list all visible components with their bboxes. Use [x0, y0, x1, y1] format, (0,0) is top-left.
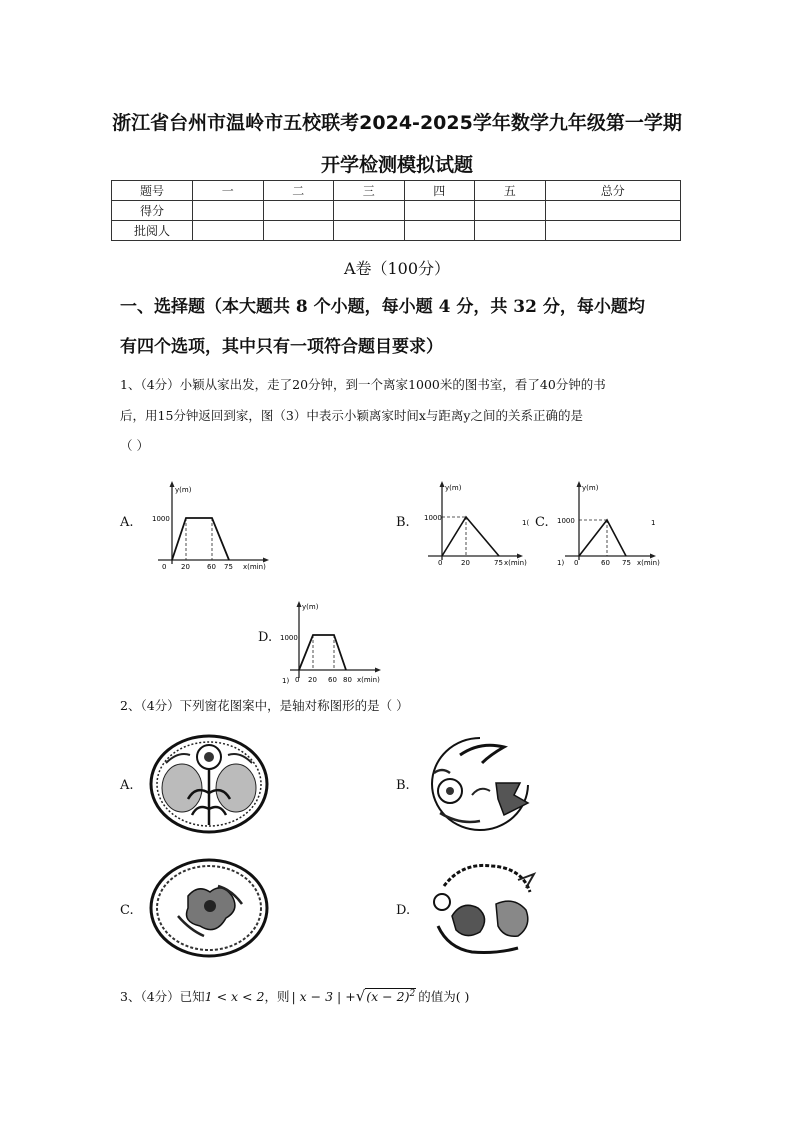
paper-cut-d-image — [422, 856, 546, 962]
paper-cut-a-image — [148, 733, 270, 835]
option-b-label[interactable]: B. — [396, 778, 410, 793]
question-1-line1: 1、（4分）小颖从家出发，走了20分钟，到一个离家1000米的图书室，看了40分钟的书 — [120, 377, 606, 392]
option-c-label[interactable]: C. — [120, 903, 134, 918]
question-3 — [120, 981, 680, 1010]
score-cell[interactable] — [404, 201, 475, 221]
table-header-cell: 题号 — [112, 181, 193, 201]
y-axis-label: y(m) — [582, 484, 599, 492]
table-header-cell: 一 — [193, 181, 264, 201]
question-1-line3: （ ） — [120, 438, 149, 453]
grader-cell[interactable] — [193, 221, 264, 241]
table-header-cell: 五 — [475, 181, 546, 201]
exam-title-line1: 浙江省台州市温岭市五校联考2024-2025学年数学九年级第一学期 — [112, 112, 682, 134]
question-2-text: 2、（4分）下列窗花图案中，是轴对称图形的是（ ） — [120, 698, 409, 713]
x-axis-label: x(min) — [504, 559, 527, 567]
graph-a — [150, 478, 275, 578]
y-tick-label: 1000 — [424, 514, 442, 522]
stray-mark: 1 — [651, 519, 656, 527]
graph-c — [555, 478, 667, 573]
x-tick-label: 20 — [461, 559, 470, 567]
x-tick-label: 80 — [343, 676, 352, 684]
paper-cut-c-image — [148, 856, 270, 960]
abs-term: | x − 3 | + — [291, 989, 356, 1005]
origin-label: 0 — [438, 559, 443, 567]
exam-title-line2: 开学检测模拟试题 — [320, 154, 473, 176]
y-tick-label: 1000 — [557, 517, 575, 525]
score-row — [112, 201, 681, 221]
score-cell[interactable] — [475, 201, 546, 221]
section-title-line1: 一、选择题（本大题共 8 个小题，每小题 4 分，共 32 分，每小题均 — [120, 297, 645, 317]
score-cell[interactable] — [263, 201, 334, 221]
table-header-cell: 二 — [263, 181, 334, 201]
section-title-line2: 有四个选项，其中只有一项符合题目要求） — [120, 337, 443, 357]
x-axis-label: x(min) — [357, 676, 380, 684]
option-a-label[interactable]: A. — [120, 778, 134, 793]
grader-cell[interactable] — [545, 221, 681, 241]
option-d-label[interactable]: D. — [396, 903, 411, 918]
x-axis-label: x(min) — [243, 563, 266, 571]
table-header-cell: 四 — [404, 181, 475, 201]
score-cell[interactable] — [545, 201, 681, 221]
grader-row — [112, 221, 681, 241]
sqrt-icon: √ — [355, 987, 366, 1006]
x-axis-label: x(min) — [637, 559, 660, 567]
x-tick-label: 60 — [328, 676, 337, 684]
x-tick-label: 75 — [494, 559, 503, 567]
origin-label: 0 — [295, 676, 300, 684]
grader-cell[interactable] — [263, 221, 334, 241]
score-table — [111, 180, 681, 241]
stray-mark: 1( — [522, 519, 530, 527]
graph-b — [420, 478, 532, 573]
option-a-label[interactable]: A. — [120, 515, 134, 530]
math-expression — [291, 989, 416, 1004]
table-row-label: 得分 — [112, 201, 193, 221]
question-3-prefix: 3、（4分）已知 — [120, 989, 205, 1005]
origin-label: 0 — [574, 559, 579, 567]
x-tick-label: 60 — [207, 563, 216, 571]
x-tick-label: 60 — [601, 559, 610, 567]
x-tick-label: 20 — [181, 563, 190, 571]
sqrt-radicand — [365, 988, 416, 1004]
option-d-label[interactable]: D. — [258, 630, 273, 645]
stray-mark: 1) — [282, 677, 290, 685]
radicand-exponent: 2 — [409, 989, 416, 999]
table-header-cell: 总分 — [545, 181, 681, 201]
y-axis-label: y(m) — [302, 603, 319, 611]
score-cell[interactable] — [334, 201, 405, 221]
option-c-label[interactable]: C. — [535, 515, 549, 530]
table-row-label: 批阅人 — [112, 221, 193, 241]
paper-cut-b-image — [420, 733, 540, 835]
y-tick-label: 1000 — [152, 515, 170, 523]
y-axis-label: y(m) — [175, 486, 192, 494]
question-3-mid: ，则 — [264, 989, 290, 1005]
stray-mark: 1) — [557, 559, 565, 567]
math-inequality: 1 < x < 2 — [204, 989, 265, 1005]
score-table-header-row — [112, 181, 681, 201]
question-1-line2: 后，用15分钟返回到家，图（3）中表示小颖离家时间x与距离y之间的关系正确的是 — [120, 408, 583, 423]
question-3-suffix: 的值为( ) — [418, 989, 470, 1005]
origin-label: 0 — [162, 563, 167, 571]
x-tick-label: 75 — [224, 563, 233, 571]
score-cell[interactable] — [193, 201, 264, 221]
grader-cell[interactable] — [334, 221, 405, 241]
table-header-cell: 三 — [334, 181, 405, 201]
x-tick-label: 75 — [622, 559, 631, 567]
x-tick-label: 20 — [308, 676, 317, 684]
radicand-base: (x − 2) — [366, 989, 410, 1005]
graph-d — [280, 598, 392, 690]
grader-cell[interactable] — [475, 221, 546, 241]
y-axis-label: y(m) — [445, 484, 462, 492]
paper-label: A卷（100分） — [343, 259, 451, 278]
option-b-label[interactable]: B. — [396, 515, 410, 530]
grader-cell[interactable] — [404, 221, 475, 241]
y-tick-label: 1000 — [280, 634, 298, 642]
